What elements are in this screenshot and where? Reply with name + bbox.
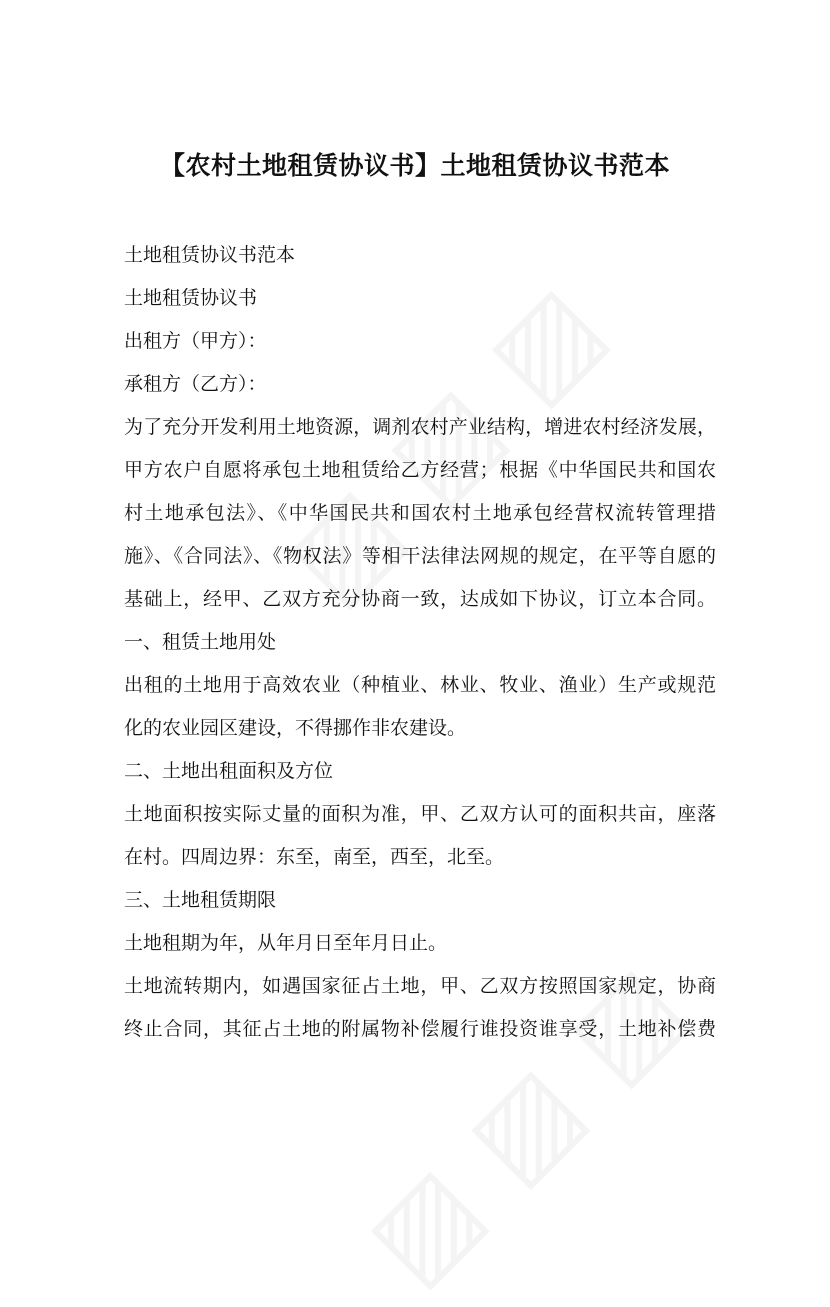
paragraph-line: 终止合同，其征占土地的附属物补偿履行谁投资谁享受，土地补偿费 [124, 1018, 716, 1040]
paragraph-line: 土地租赁协议书 [124, 287, 258, 309]
paragraph-line: 土地租期为年，从年月日至年月日止。 [124, 932, 448, 954]
paragraph-line: 承租方（乙方）： [124, 373, 267, 395]
paragraph-line: 土地租赁协议书范本 [124, 244, 296, 266]
document-body [124, 234, 716, 1051]
section-heading: 二、土地出租面积及方位 [124, 760, 334, 782]
paragraph-line: 化的农业园区建设，不得挪作非农建设。 [124, 717, 467, 739]
paragraph-line: 施》、《合同法》、《物权法》等相干法律法网规的规定，在平等自愿的 [124, 545, 716, 567]
paragraph-line: 为了充分开发利用土地资源，调剂农村产业结构，增进农村经济发展， [124, 416, 716, 438]
paragraph-line: 土地流转期内，如遇国家征占土地，甲、乙双方按照国家规定，协商 [124, 975, 716, 997]
document-title: 【农村土地租赁协议书】土地租赁协议书范本 [159, 151, 670, 180]
paragraph-line: 出租方（甲方）： [124, 330, 267, 352]
paragraph-line: 出租的土地用于高效农业（种植业、林业、牧业、渔业）生产或规范 [124, 674, 716, 696]
paragraph-line: 村土地承包法》、《中华国民共和国农村土地承包经营权流转管理措 [124, 502, 716, 524]
paragraph-line: 基础上，经甲、乙双方充分协商一致，达成如下协议，订立本合同。 [124, 588, 716, 610]
section-heading: 三、土地租赁期限 [124, 889, 277, 911]
paragraph-line: 甲方农户自愿将承包土地租赁给乙方经营；根据《中华国民共和国农 [124, 459, 716, 481]
section-heading: 一、租赁土地用处 [124, 631, 277, 653]
paragraph-line: 在村。四周边界：东至，南至，西至，北至。 [124, 846, 505, 868]
paragraph-line: 土地面积按实际丈量的面积为准，甲、乙双方认可的面积共亩，座落 [124, 803, 716, 825]
